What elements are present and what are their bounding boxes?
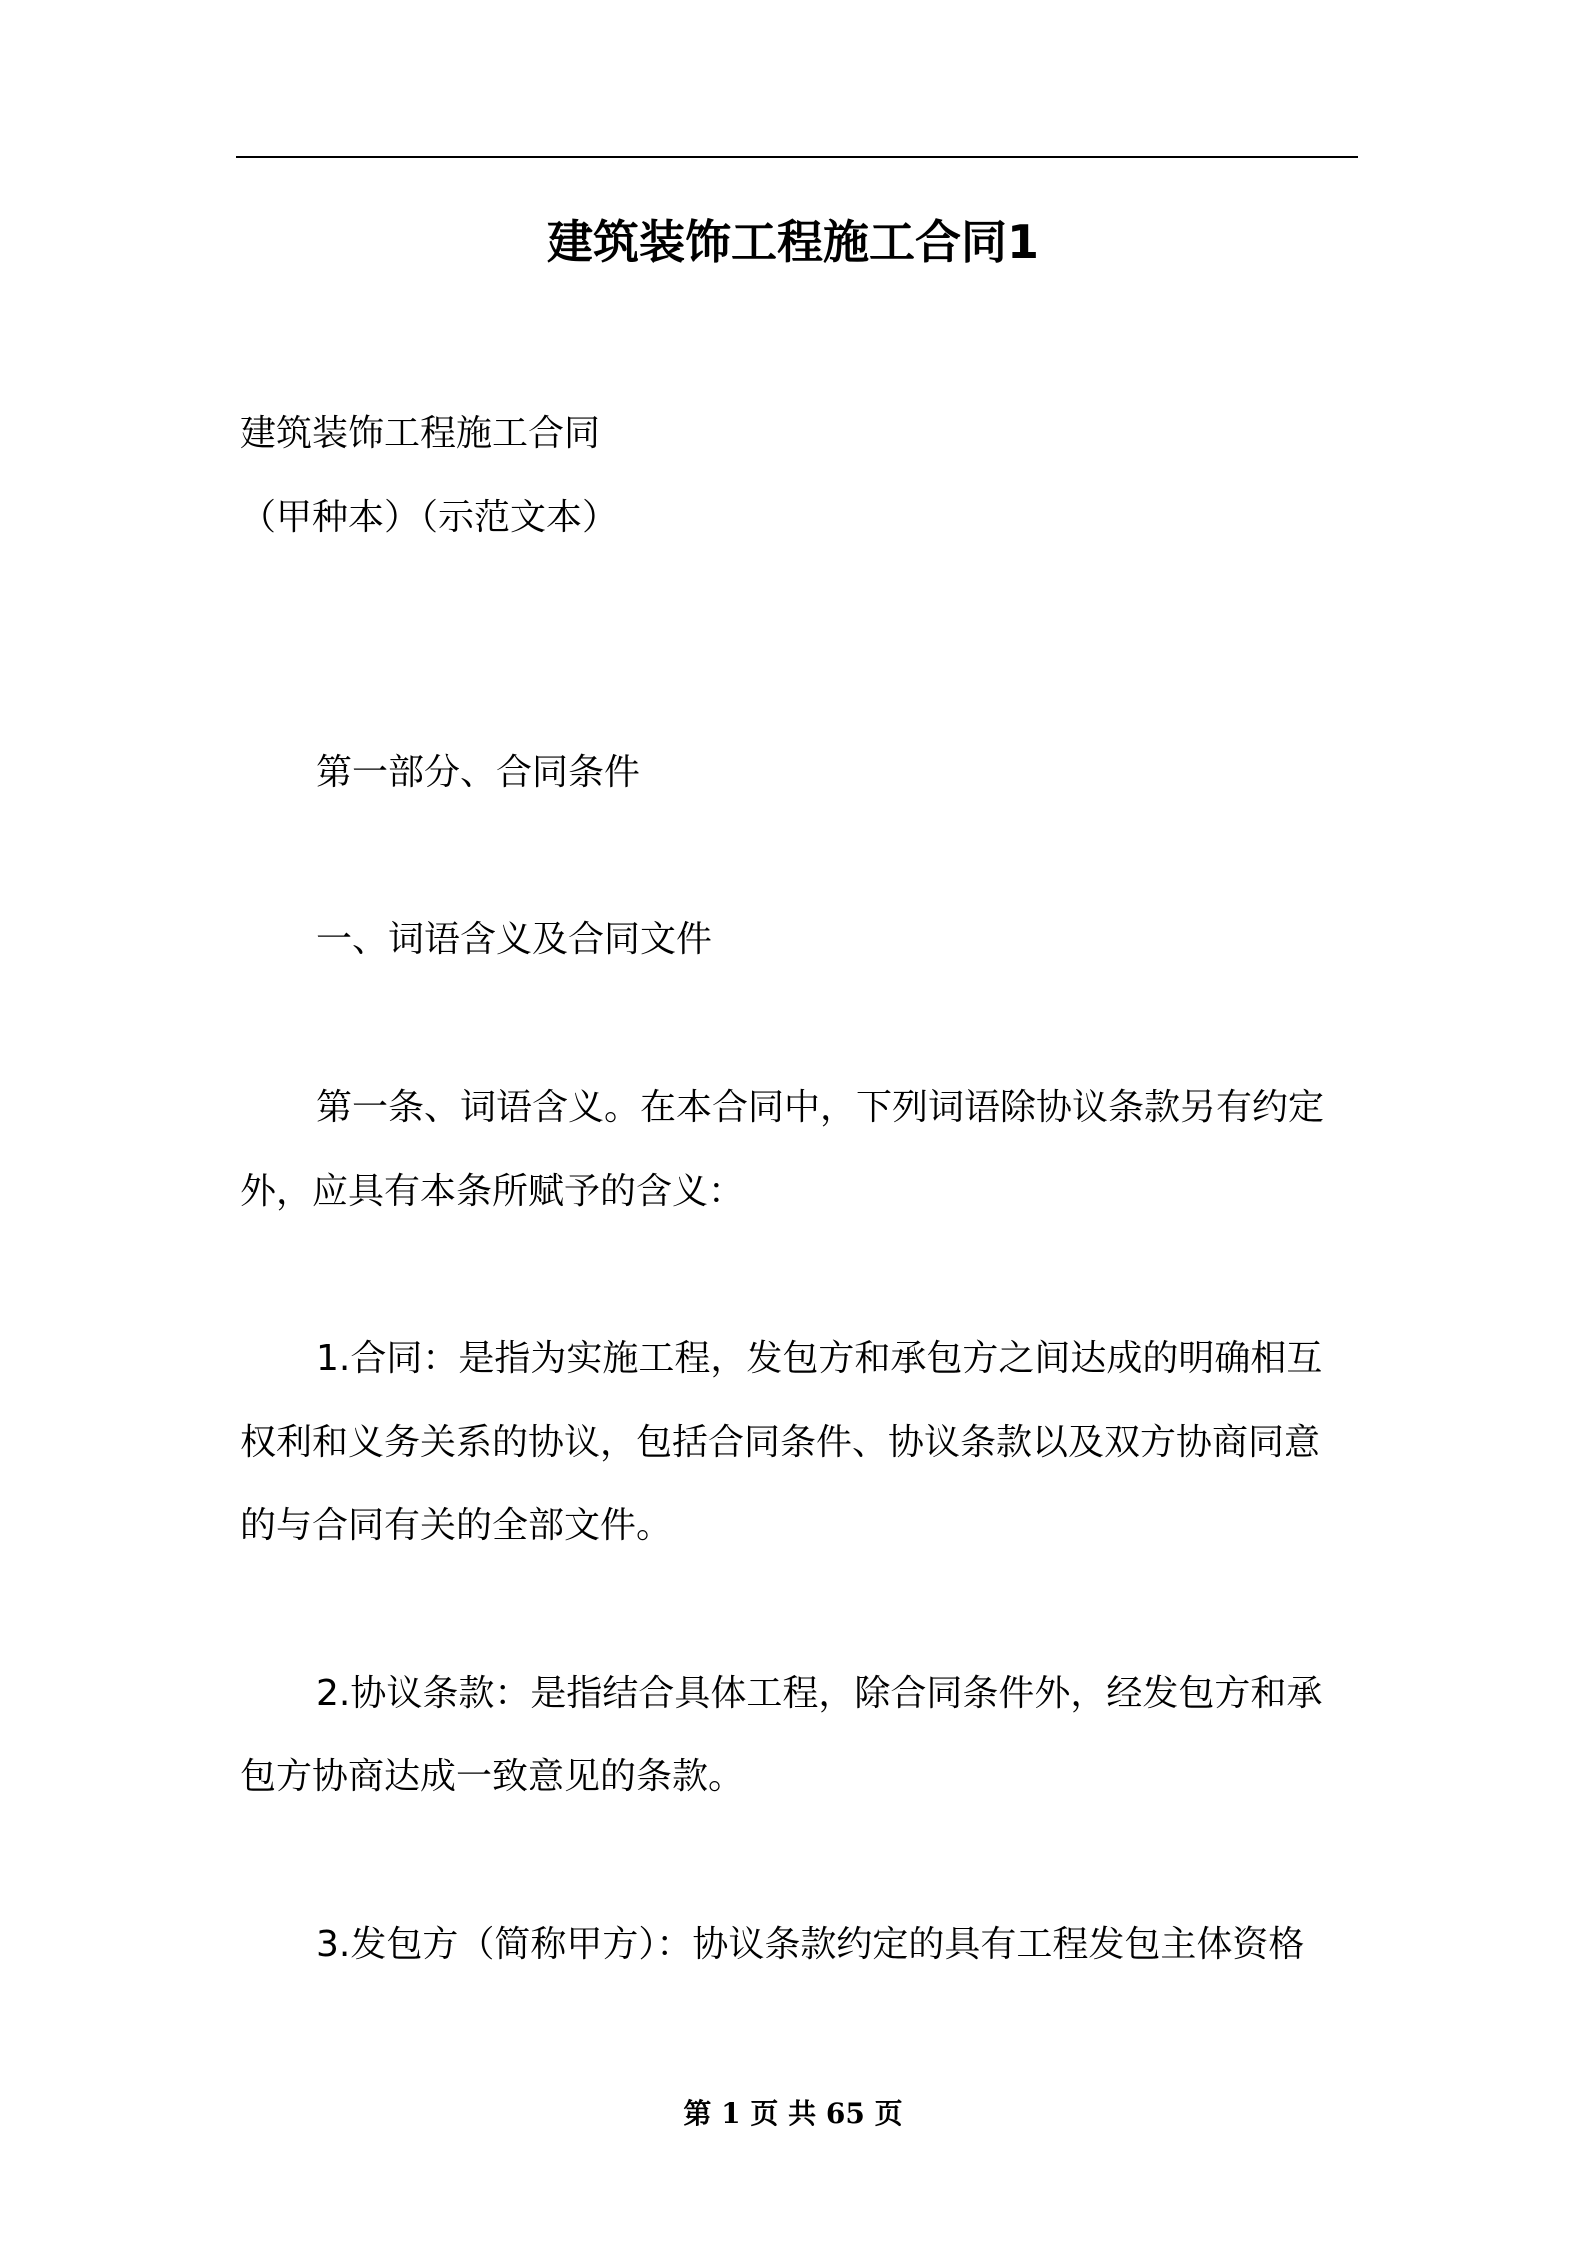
footer-current-page: 1 [721, 2097, 741, 2130]
footer-middle: 页 共 [750, 2097, 817, 2130]
article-1-line-2: 外，应具有本条所赋予的含义： [240, 1171, 745, 1212]
page-footer [0, 2096, 1586, 2132]
subtitle-line-1: 建筑装饰工程施工合同 [240, 413, 601, 454]
clause-1-line-3: 的与合同有关的全部文件。 [240, 1505, 673, 1546]
header-rule [236, 156, 1358, 158]
clause-2-line-1: 2.协议条款：是指结合具体工程，除合同条件外，经发包方和承 [316, 1673, 1323, 1714]
clause-1-line-2: 权利和义务关系的协议，包括合同条件、协议条款以及双方协商同意 [240, 1422, 1321, 1463]
subtitle-line-2: （甲种本）（示范文本） [240, 497, 619, 538]
clause-1-line-1: 1.合同：是指为实施工程，发包方和承包方之间达成的明确相互 [316, 1338, 1323, 1379]
article-1-line-1: 第一条、词语含义。在本合同中，下列词语除协议条款另有约定 [316, 1087, 1325, 1128]
section-heading: 一、词语含义及合同文件 [316, 919, 713, 960]
footer-suffix: 页 [874, 2097, 903, 2130]
footer-prefix: 第 [683, 2097, 712, 2130]
part-heading: 第一部分、合同条件 [316, 752, 641, 793]
clause-2-line-2: 包方协商达成一致意见的条款。 [240, 1756, 745, 1797]
document-title: 建筑装饰工程施工合同1 [546, 215, 1039, 269]
clause-3-line-1: 3.发包方（简称甲方）：协议条款约定的具有工程发包主体资格 [316, 1924, 1305, 1965]
footer-total-pages: 65 [825, 2097, 865, 2130]
